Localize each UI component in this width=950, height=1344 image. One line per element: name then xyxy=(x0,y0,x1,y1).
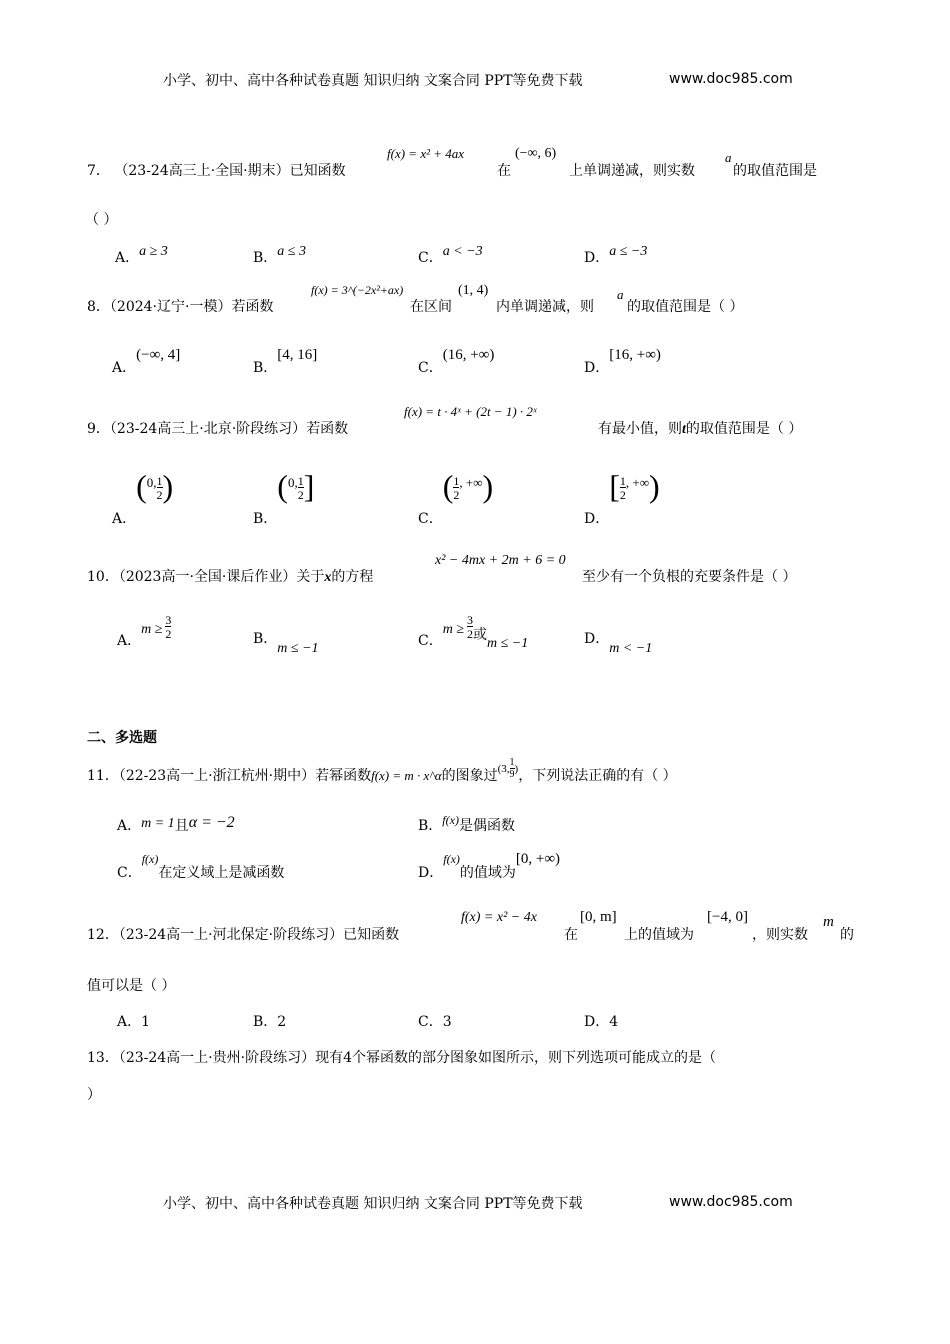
q11-option-c[interactable]: C．f(x)在定义域上是减函数 xyxy=(117,852,285,881)
q12-interval: [0, m] xyxy=(580,909,617,925)
q12-range: [−4, 0] xyxy=(707,909,748,925)
q12-option-b[interactable]: B．2 xyxy=(253,1014,287,1030)
question-source: （23-24高三上·全国·期末） xyxy=(114,163,290,179)
q11-option-d[interactable]: D．f(x)的值域为[0, +∞) xyxy=(418,851,561,881)
q12-text: 在 xyxy=(564,927,578,943)
q12-text-line2: 值可以是（ ） xyxy=(87,978,176,994)
q12-formula: f(x) = x² − 4x xyxy=(461,910,537,925)
fraction: $\frac{1}{2}$ xyxy=(619,474,626,503)
q9-option-a[interactable]: A．(0, $\frac{1}{2}$ ) xyxy=(112,468,174,527)
q9-text: 有最小值，则t的取值范围是（ ） xyxy=(598,421,803,437)
q11-option-a[interactable]: A．m = 1且α = −2 xyxy=(117,814,235,834)
q11-option-b[interactable]: B．f(x)是偶函数 xyxy=(418,813,515,834)
q9-option-b[interactable]: B．(0, $\frac{1}{2}$ ] xyxy=(253,468,315,527)
header-text: 小学、初中、高中各种试卷真题 知识归纳 文案合同 PPT等免费下载 xyxy=(163,73,583,89)
footer-text: 小学、初中、高中各种试卷真题 知识归纳 文案合同 PPT等免费下载 xyxy=(163,1196,583,1212)
q8-option-a[interactable]: A．(−∞, 4] xyxy=(112,347,181,376)
footer-url[interactable]: www.doc985.com xyxy=(669,1194,793,1210)
question-8: 8．（2024·辽宁·一模）若函数 xyxy=(87,299,274,315)
q7-option-d[interactable]: D．a ≤ −3 xyxy=(584,244,648,266)
q8-option-c[interactable]: C．(16, +∞) xyxy=(418,347,495,376)
q8-option-d[interactable]: D．[16, +∞) xyxy=(584,347,661,376)
question-10: 10．（2023高一·全国·课后作业）关于x的方程 xyxy=(87,569,374,585)
fraction: $\frac{1}{2}$ xyxy=(453,474,460,503)
q9-formula: f(x) = t · 4ˣ + (2t − 1) · 2ˣ xyxy=(404,404,537,419)
q10-formula: x² − 4mx + 2m + 6 = 0 xyxy=(435,553,566,568)
question-12: 12．（23-24高一上·河北保定·阶段练习）已知函数 xyxy=(87,927,400,943)
q8-var: a xyxy=(617,287,624,302)
q12-text-4: 的 xyxy=(840,927,854,943)
fraction: $\frac{3}{2}$ xyxy=(467,613,474,641)
q10-option-a[interactable]: A．m ≥ $\frac{3}{2}$ xyxy=(117,613,172,649)
question-number: 7． xyxy=(87,163,110,179)
fraction: $\frac{1}{2}$ xyxy=(156,474,163,503)
header-url[interactable]: www.doc985.com xyxy=(669,71,793,87)
q8-option-b[interactable]: B．[4, 16] xyxy=(253,347,318,376)
q7-option-a[interactable]: A．a ≥ 3 xyxy=(115,244,168,266)
q10-option-c[interactable]: C．m ≥ $\frac{3}{2}$ 或m ≤ −1 xyxy=(418,613,529,651)
q10-option-d[interactable]: D．m < −1 xyxy=(584,631,653,656)
q12-option-c[interactable]: C．3 xyxy=(418,1014,452,1030)
q12-text-3: ，则实数 xyxy=(752,927,808,943)
q12-option-d[interactable]: D．4 xyxy=(584,1014,619,1030)
page-header xyxy=(163,70,583,90)
page-footer xyxy=(163,1193,583,1213)
q11-point: (3, 1 9 ) xyxy=(497,757,519,781)
q7-option-c[interactable]: C．a < −3 xyxy=(418,244,483,266)
question-9: 9．（23-24高三上·北京·阶段练习）若函数 xyxy=(87,421,349,437)
q8-text: 在区间 xyxy=(410,299,452,315)
fraction: $\frac{1}{2}$ xyxy=(297,474,304,503)
q12-option-a[interactable]: A．1 xyxy=(117,1014,151,1030)
q7-interval: (−∞, 6) xyxy=(515,146,557,161)
section-title: 二、多选题 xyxy=(87,730,157,746)
q7-formula: f(x) = x² + 4ax xyxy=(387,146,465,161)
q7-text: 上单调递减，则实数 xyxy=(569,163,695,179)
fraction: $\frac{3}{2}$ xyxy=(165,613,172,641)
q8-text-3: 的取值范围是（ ） xyxy=(627,299,744,315)
question-13: 13．（23-24高一上·贵州·阶段练习）现有4个幂函数的部分图象如图所示，则下列选项可能成立的是（ xyxy=(87,1050,716,1066)
q9-option-d[interactable]: D．[ $\frac{1}{2}$ , +∞) xyxy=(584,468,660,527)
q7-text-range: 的取值范围是 xyxy=(733,163,817,179)
q7-text-in: 在 xyxy=(497,163,511,179)
q7-var: a xyxy=(725,150,732,165)
q8-interval: (1, 4) xyxy=(458,283,489,298)
q7-option-b[interactable]: B．a ≤ 3 xyxy=(253,244,306,266)
fraction: $\frac{1}{9}$ xyxy=(509,757,515,781)
question-7: 7． （23-24高三上·全国·期末）已知函数 xyxy=(87,163,346,179)
q13-text-line2: ） xyxy=(87,1087,101,1103)
q8-formula: f(x) = 3^(−2x²+ax) xyxy=(311,283,404,297)
q9-option-c[interactable]: C．( $\frac{1}{2}$ , +∞) xyxy=(418,468,494,527)
question-11: 11．（22-23高一上·浙江杭州·期中）若幂函数f(x) = m · x^α的图象过$^{(3, \frac{1}{9} )}$，下列说法正确的有（ ） xyxy=(87,757,677,784)
q10-text: 至少有一个负根的充要条件是（ ） xyxy=(582,569,797,585)
q12-var: m xyxy=(823,914,834,930)
q8-text-2: 内单调递减，则 xyxy=(496,299,594,315)
q10-option-b[interactable]: B．m ≤ −1 xyxy=(253,631,319,656)
q7-answer-paren: （ ） xyxy=(85,212,118,228)
q12-text-2: 上的值域为 xyxy=(624,927,694,943)
